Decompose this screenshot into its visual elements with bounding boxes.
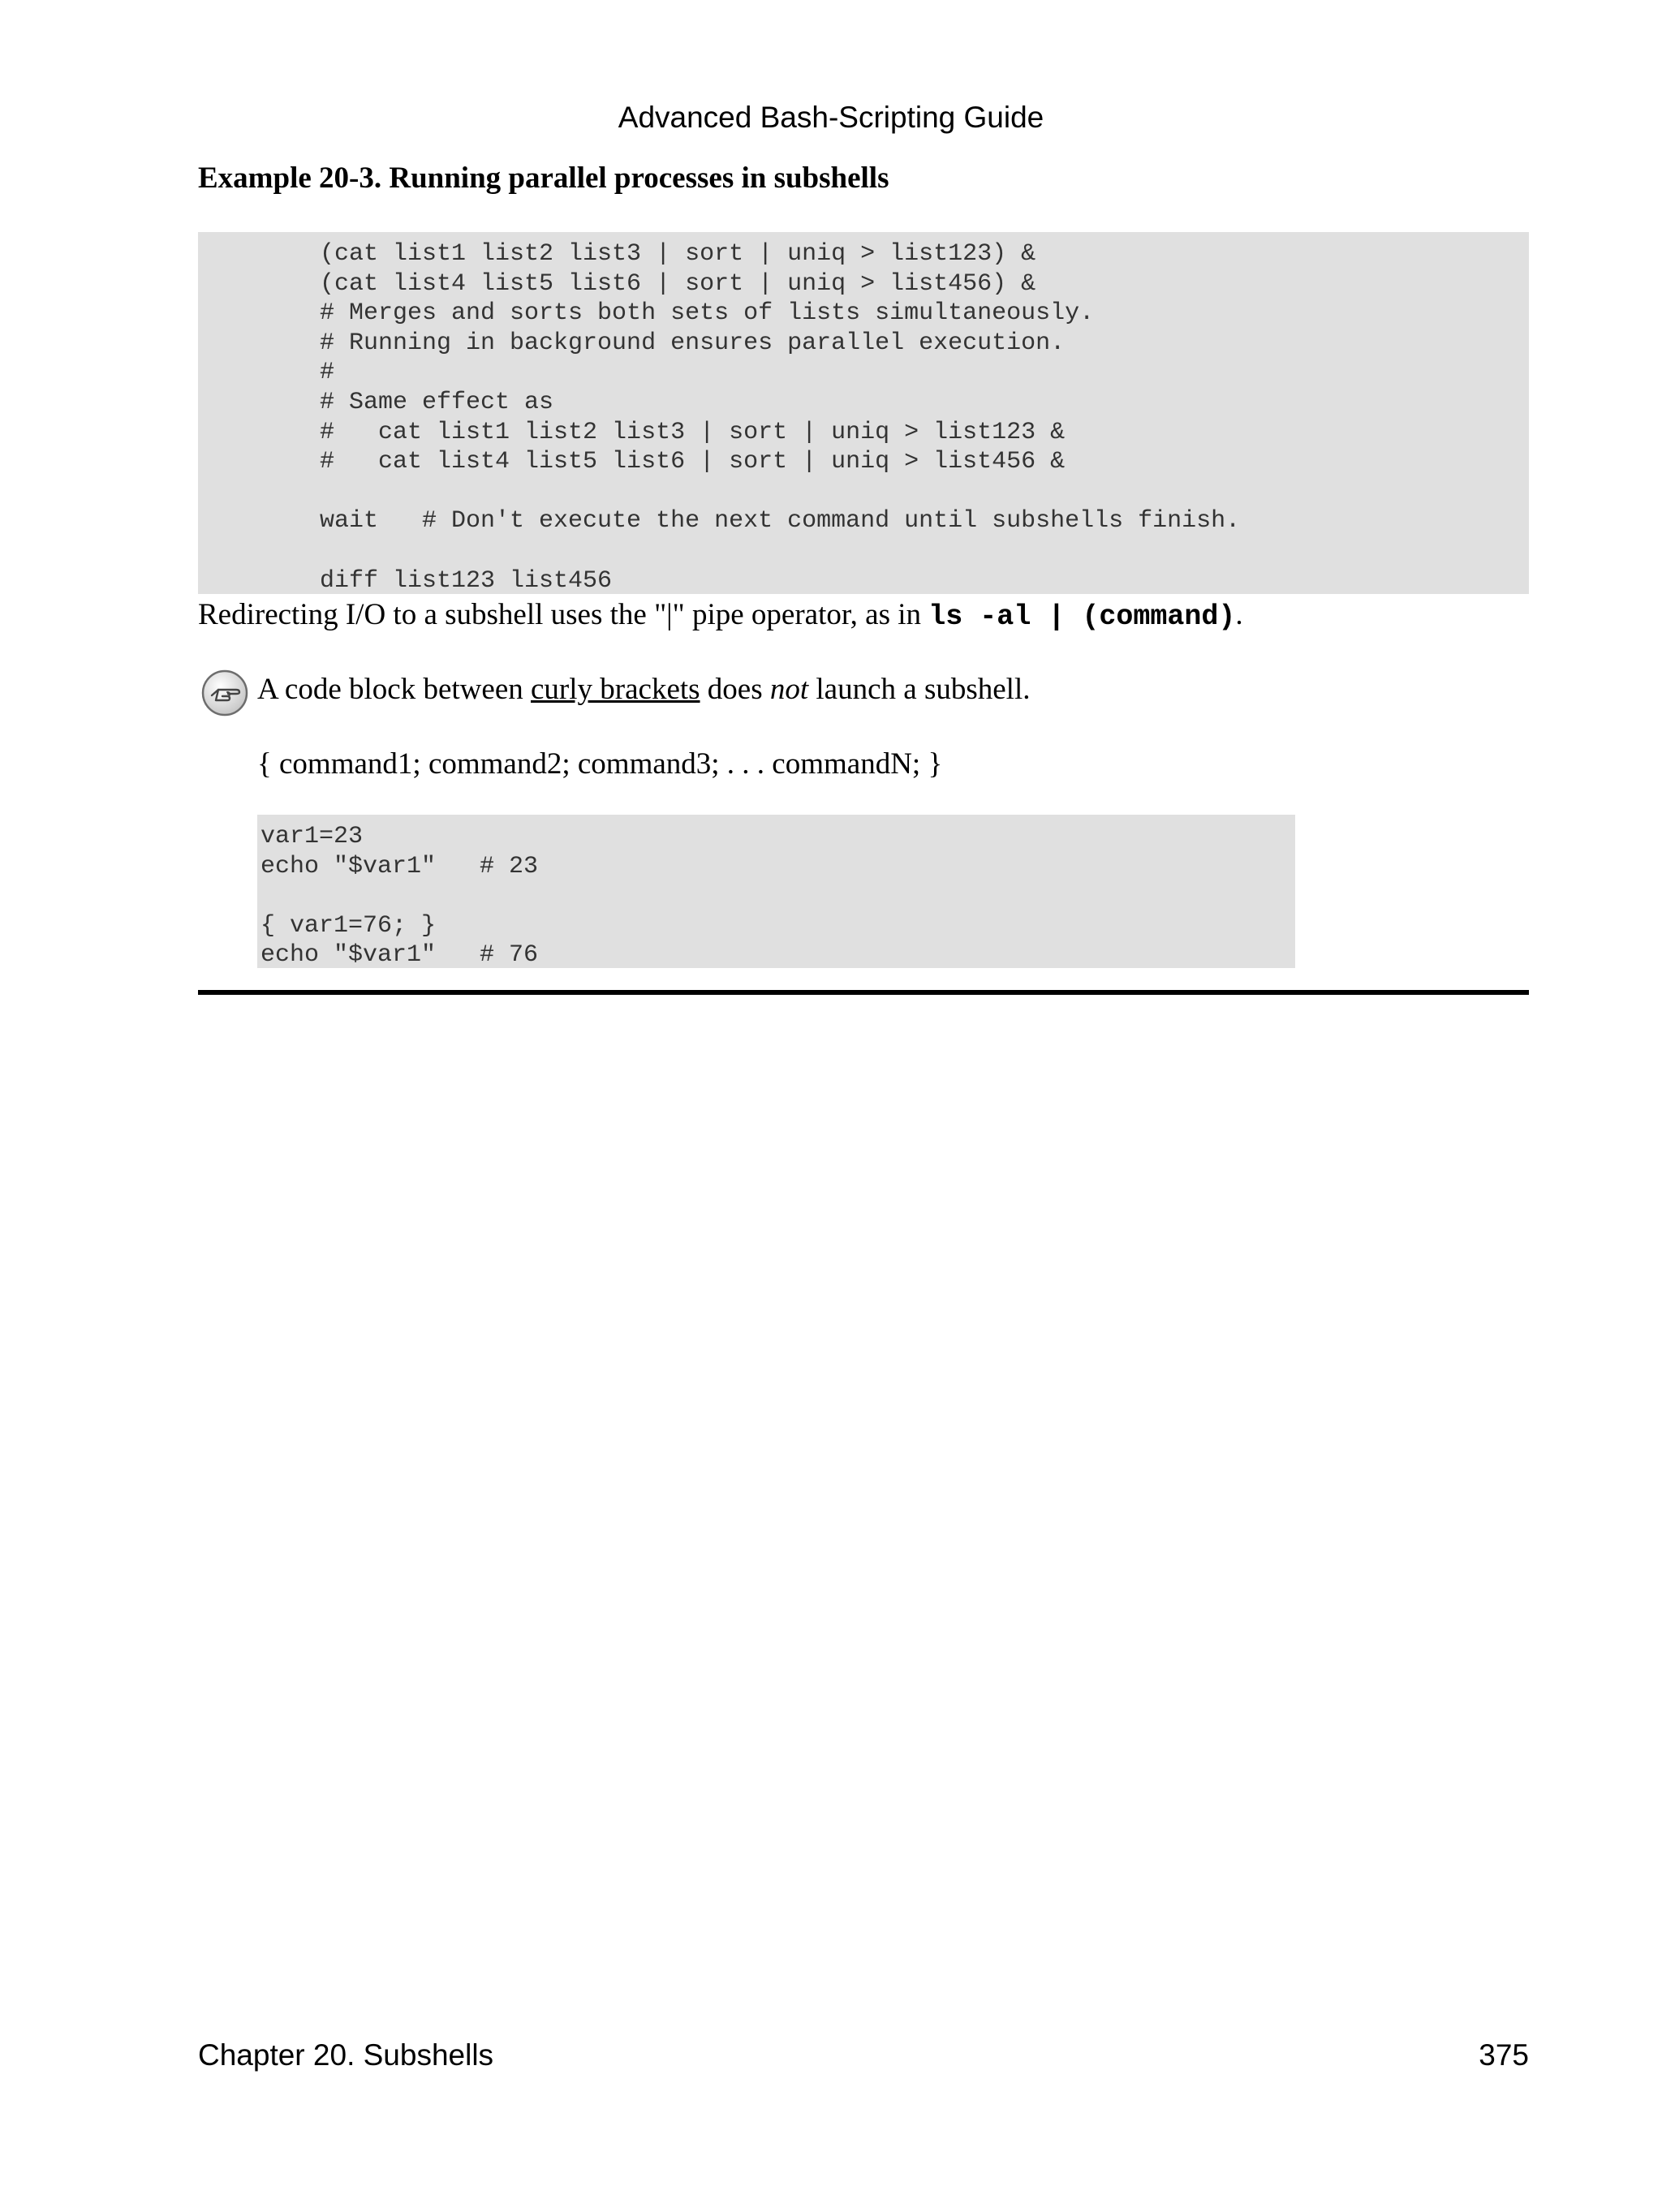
note-text-middle: does bbox=[700, 673, 770, 706]
redirect-inline-code: ls -al | (command) bbox=[928, 600, 1236, 633]
footer-chapter: Chapter 20. Subshells bbox=[198, 2038, 494, 2072]
note-emphasis: not bbox=[769, 673, 809, 706]
curly-brackets-link[interactable]: curly brackets bbox=[531, 673, 700, 706]
redirect-text-after: . bbox=[1235, 598, 1243, 631]
note-text-before: A code block between bbox=[257, 673, 531, 706]
page-header: Advanced Bash-Scripting Guide bbox=[618, 101, 1044, 134]
note-text-after: launch a subshell. bbox=[808, 673, 1031, 706]
note-hand-icon bbox=[200, 669, 249, 717]
section-divider bbox=[198, 990, 1529, 995]
redirect-paragraph bbox=[198, 597, 1243, 633]
footer-page-number: 375 bbox=[1479, 2038, 1529, 2072]
note-paragraph bbox=[257, 672, 1030, 707]
syntax-line: { command1; command2; command3; . . . commandN; } bbox=[257, 747, 943, 781]
example-title: Example 20-3. Running parallel processes in subshells bbox=[198, 161, 889, 195]
note-code-block: var1=23 echo "$var1" # 23 { var1=76; } echo "$var1" # 76 bbox=[257, 815, 1295, 968]
example-code-block: (cat list1 list2 list3 | sort | uniq > list123) & (cat list4 list5 list6 | sort | uniq > list456) & # Merges and sorts both sets of lists simultaneously. # Running in background ensures parallel execution. # # Same effect as # cat list1 list2 list3 | sort | uniq > list123 & # cat list4 list5 list6 | sort | uniq > list456 & wait # Don't execute the next command until subshells finish. diff list123 list456 bbox=[198, 232, 1529, 594]
redirect-text-before: Redirecting I/O to a subshell uses the "|" pipe operator, as in bbox=[198, 598, 929, 631]
